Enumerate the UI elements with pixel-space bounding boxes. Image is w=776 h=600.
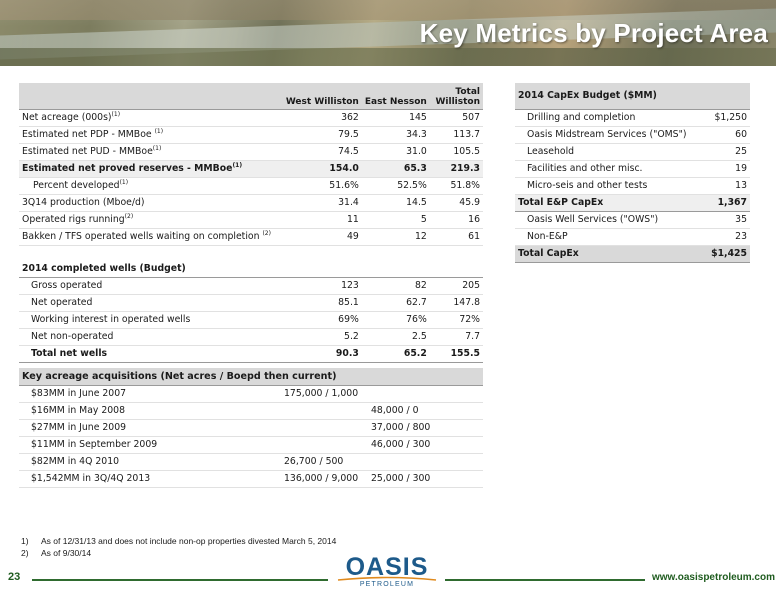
acquisition-label: $83MM in June 2007 [19, 385, 281, 402]
capex-title: 2014 CapEx Budget ($MM) [515, 83, 750, 109]
metrics-header-row [19, 83, 483, 109]
oasis-logo [334, 554, 440, 598]
cell-en: 5 [362, 211, 430, 228]
metrics-row [19, 228, 483, 245]
row-label: Net acreage (000s) [22, 112, 112, 123]
capex-row [515, 109, 750, 126]
metrics-table [19, 83, 483, 363]
cell-en: 14.5 [362, 194, 430, 211]
acquisition-row [19, 436, 483, 453]
metrics-row [19, 109, 483, 126]
acquisition-ww [281, 419, 368, 436]
metrics-row [19, 194, 483, 211]
cell-en: 52.5% [362, 177, 430, 194]
capex-value: 19 [695, 160, 750, 177]
capex-total-value: $1,425 [695, 245, 750, 262]
row-label: Estimated net PUD - MMBoe [22, 146, 153, 157]
cell-ww: 90.3 [278, 345, 362, 362]
row-label: Operated rigs running [22, 214, 125, 225]
cell-total: 7.7 [430, 328, 483, 345]
acquisition-ww: 175,000 / 1,000 [281, 385, 368, 402]
col-header-east-nesson: East Nesson [362, 83, 430, 109]
col-header-total-williston [430, 83, 483, 109]
row-label: Working interest in operated wells [19, 311, 278, 328]
col-header-total-line1: Total [455, 86, 480, 97]
acquisitions-table [19, 368, 483, 488]
row-label: Percent developed [33, 180, 120, 191]
footnote-text: As of 9/30/14 [41, 548, 92, 558]
footnote-number: 2) [21, 548, 29, 558]
completed-row [19, 277, 483, 294]
completed-wells-header [19, 260, 483, 277]
capex-value: 13 [695, 177, 750, 194]
cell-en: 31.0 [362, 143, 430, 160]
capex-label: Oasis Well Services ("OWS") [515, 211, 695, 228]
cell-ww: 49 [278, 228, 362, 245]
banner-ground [0, 48, 776, 66]
cell-en: 62.7 [362, 294, 430, 311]
cell-ww: 11 [278, 211, 362, 228]
cell-en: 2.5 [362, 328, 430, 345]
acquisition-ww [281, 436, 368, 453]
capex-table [515, 83, 750, 263]
col-header-total-line2: Williston [435, 96, 480, 107]
capex-row [515, 143, 750, 160]
footnotes [21, 535, 336, 559]
capex-value: 35 [695, 211, 750, 228]
acquisition-label: $27MM in June 2009 [19, 419, 281, 436]
footnote-ref: (2) [124, 212, 134, 220]
row-label: Total net wells [19, 345, 278, 362]
acquisition-label: $1,542MM in 3Q/4Q 2013 [19, 470, 281, 487]
metrics-row [19, 126, 483, 143]
cell-total: 507 [430, 109, 483, 126]
cell-en: 145 [362, 109, 430, 126]
footnote-number: 1) [21, 536, 29, 546]
capex-value: $1,250 [695, 109, 750, 126]
cell-total: 205 [430, 277, 483, 294]
capex-row [515, 126, 750, 143]
row-label: Net operated [19, 294, 278, 311]
capex-total-label: Total CapEx [515, 245, 695, 262]
footnote-ref: (1) [154, 127, 164, 135]
acquisition-ww: 136,000 / 9,000 [281, 470, 368, 487]
acquisition-row [19, 470, 483, 487]
footnote [21, 547, 336, 559]
row-label: 3Q14 production (Mboe/d) [22, 197, 145, 208]
capex-total-row [515, 245, 750, 262]
acquisition-label: $16MM in May 2008 [19, 402, 281, 419]
metrics-header-blank [19, 83, 278, 109]
acquisition-row [19, 402, 483, 419]
cell-total: 155.5 [430, 345, 483, 362]
metrics-row [19, 211, 483, 228]
acquisition-en: 25,000 / 300 [368, 470, 483, 487]
footnote-ref: (2) [262, 229, 271, 237]
metrics-row [19, 177, 483, 194]
capex-row [515, 177, 750, 194]
capex-header-row [515, 83, 750, 109]
row-label: Estimated net PDP - MMBoe [22, 129, 152, 140]
capex-label: Oasis Midstream Services ("OMS") [515, 126, 695, 143]
row-label: Gross operated [19, 277, 278, 294]
footnote-ref: (1) [111, 110, 121, 118]
metrics-row-highlight [19, 160, 483, 177]
cell-ww: 74.5 [278, 143, 362, 160]
cell-ww: 154.0 [278, 160, 362, 177]
cell-ww: 85.1 [278, 294, 362, 311]
row-label: Net non-operated [19, 328, 278, 345]
footnote-text: As of 12/31/13 and does not include non-op properties divested March 5, 2014 [41, 536, 337, 546]
acquisition-row [19, 419, 483, 436]
cell-ww: 51.6% [278, 177, 362, 194]
acquisitions-header-row [19, 368, 483, 385]
cell-en: 65.2 [362, 345, 430, 362]
cell-en: 82 [362, 277, 430, 294]
capex-subtotal-row [515, 194, 750, 211]
acquisition-ww: 26,700 / 500 [281, 453, 368, 470]
acquisition-row [19, 385, 483, 402]
footnote-ref: (1) [152, 144, 162, 152]
capex-label: Facilities and other misc. [515, 160, 695, 177]
row-label: Estimated net proved reserves - MMBoe [22, 163, 233, 174]
footnote [21, 535, 336, 547]
capex-value: 23 [695, 228, 750, 245]
capex-subtotal-label: Total E&P CapEx [515, 194, 695, 211]
cell-en: 12 [362, 228, 430, 245]
acquisitions-title: Key acreage acquisitions (Net acres / Boepd then current) [19, 368, 483, 385]
capex-row [515, 228, 750, 245]
cell-ww: 5.2 [278, 328, 362, 345]
capex-label: Leasehold [515, 143, 695, 160]
cell-ww: 69% [278, 311, 362, 328]
cell-ww: 79.5 [278, 126, 362, 143]
logo-subtitle: PETROLEUM [359, 581, 415, 588]
acquisition-en: 46,000 / 300 [368, 436, 483, 453]
acquisition-row [19, 453, 483, 470]
cell-total: 45.9 [430, 194, 483, 211]
completed-row [19, 294, 483, 311]
capex-value: 60 [695, 126, 750, 143]
capex-label: Drilling and completion [515, 109, 695, 126]
cell-total: 147.8 [430, 294, 483, 311]
cell-total: 61 [430, 228, 483, 245]
capex-label: Micro-seis and other tests [515, 177, 695, 194]
completed-row [19, 328, 483, 345]
cell-ww: 362 [278, 109, 362, 126]
capex-row [515, 160, 750, 177]
metrics-row [19, 143, 483, 160]
capex-subtotal-value: 1,367 [695, 194, 750, 211]
cell-total: 16 [430, 211, 483, 228]
completed-total-row [19, 345, 483, 362]
footer-divider-left [32, 579, 328, 581]
acquisition-label: $82MM in 4Q 2010 [19, 453, 281, 470]
completed-wells-title: 2014 completed wells (Budget) [19, 260, 483, 277]
cell-en: 76% [362, 311, 430, 328]
capex-label: Non-E&P [515, 228, 695, 245]
footnote-ref: (1) [119, 178, 129, 186]
website-link[interactable]: www.oasispetroleum.com [652, 572, 775, 583]
completed-row [19, 311, 483, 328]
cell-total: 219.3 [430, 160, 483, 177]
logo-wordmark: OASIS [345, 553, 429, 581]
footer-divider-right [445, 579, 645, 581]
cell-total: 72% [430, 311, 483, 328]
acquisition-en: 37,000 / 800 [368, 419, 483, 436]
cell-ww: 31.4 [278, 194, 362, 211]
cell-en: 34.3 [362, 126, 430, 143]
acquisition-ww [281, 402, 368, 419]
page-title: Key Metrics by Project Area [419, 18, 768, 48]
col-header-west-williston: West Williston [278, 83, 362, 109]
cell-ww: 123 [278, 277, 362, 294]
cell-total: 51.8% [430, 177, 483, 194]
header-banner [0, 0, 776, 66]
spacer-row [19, 245, 483, 260]
acquisition-en [368, 385, 483, 402]
acquisition-en: 48,000 / 0 [368, 402, 483, 419]
acquisition-label: $11MM in September 2009 [19, 436, 281, 453]
cell-total: 105.5 [430, 143, 483, 160]
capex-value: 25 [695, 143, 750, 160]
capex-row [515, 211, 750, 228]
page-number: 23 [8, 571, 21, 583]
cell-total: 113.7 [430, 126, 483, 143]
row-label: Bakken / TFS operated wells waiting on completion [22, 231, 260, 242]
footnote-ref: (1) [232, 161, 243, 169]
acquisition-en [368, 453, 483, 470]
cell-en: 65.3 [362, 160, 430, 177]
